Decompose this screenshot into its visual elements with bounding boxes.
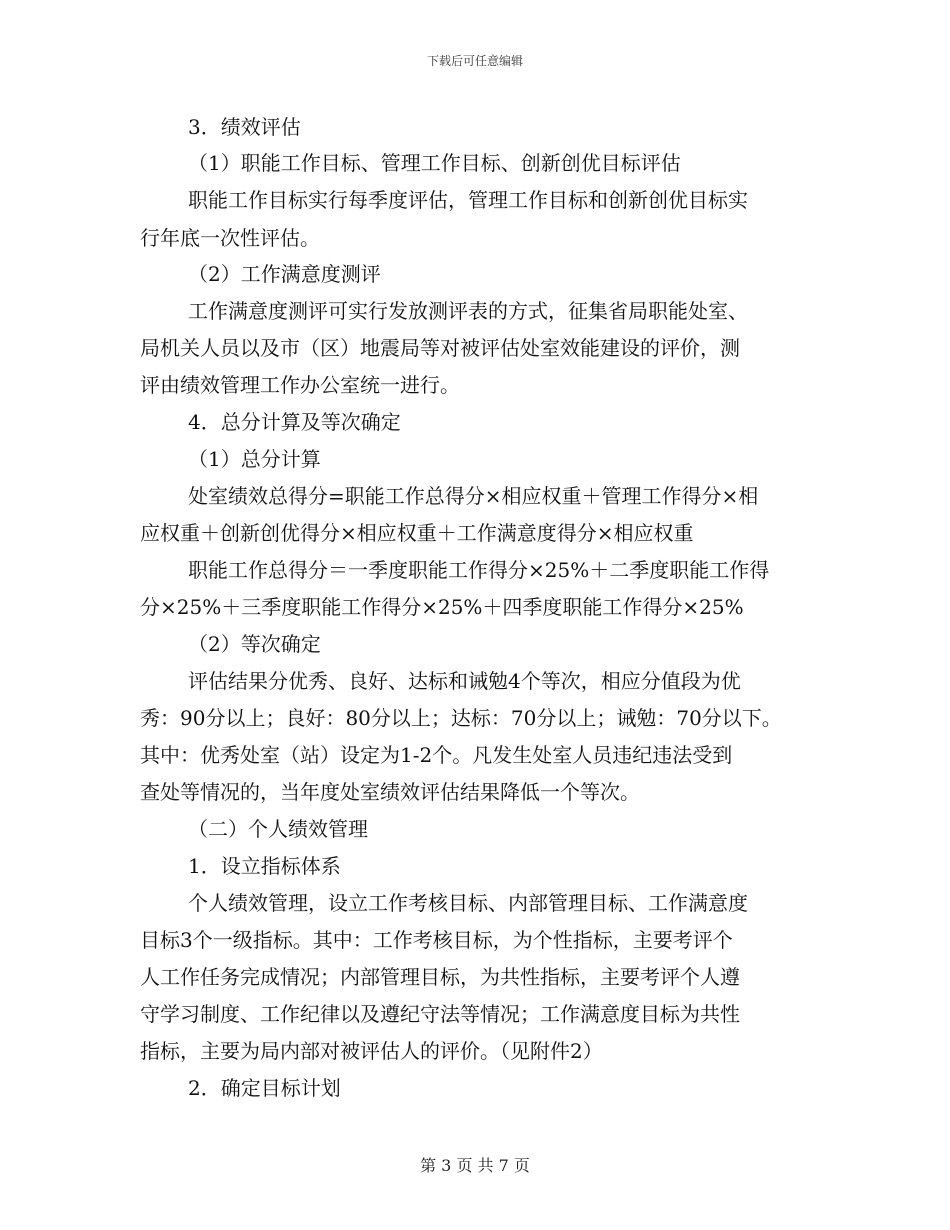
- paragraph-line: 秀：90分以上；良好：80分以上；达标：70分以上；诫勉：70分以下。: [140, 706, 782, 730]
- paragraph-line: 评由绩效管理工作办公室统一进行。: [140, 373, 460, 397]
- heading-total-score: 4．总分计算及等次确定: [188, 410, 401, 434]
- paragraph-line: 工作满意度测评可实行发放测评表的方式，征集省局职能处室、: [188, 299, 748, 323]
- paragraph-line: 其中：优秀处室（站）设定为1-2个。凡发生处室人员违纪违法受到: [140, 743, 733, 767]
- paragraph-line: 评估结果分优秀、良好、达标和诫勉4个等次，相应分值段为优: [188, 669, 741, 693]
- formula-line: 分×25%＋三季度职能工作得分×25%＋四季度职能工作得分×25%: [140, 595, 744, 619]
- subheading-total-calculation: （1）总分计算: [188, 447, 321, 471]
- subheading-grade: （2）等次确定: [188, 632, 321, 656]
- heading-performance-evaluation: 3．绩效评估: [188, 115, 301, 139]
- formula-line: 应权重＋创新创优得分×相应权重＋工作满意度得分×相应权重: [140, 521, 694, 545]
- heading-individual-performance: （二）个人绩效管理: [188, 817, 368, 841]
- heading-goal-plan: 2．确定目标计划: [188, 1076, 341, 1100]
- paragraph-line: 守学习制度、工作纪律以及遵纪守法等情况；工作满意度目标为共性: [140, 1002, 740, 1026]
- paragraph-line: 职能工作目标实行每季度评估，管理工作目标和创新创优目标实: [188, 188, 748, 212]
- paragraph-line: 个人绩效管理，设立工作考核目标、内部管理目标、工作满意度: [188, 891, 748, 915]
- page-footer: 第 3 页 共 7 页: [420, 1156, 530, 1175]
- paragraph-line: 人工作任务完成情况；内部管理目标，为共性指标，主要考评个人遵: [140, 965, 740, 989]
- paragraph-line: 局机关人员以及市（区）地震局等对被评估处室效能建设的评价，测: [140, 336, 740, 360]
- paragraph-line: 查处等情况的，当年度处室绩效评估结果降低一个等次。: [140, 780, 640, 804]
- subheading-goal-evaluation: （1）职能工作目标、管理工作目标、创新创优目标评估: [188, 151, 681, 175]
- paragraph-line: 行年底一次性评估。: [140, 226, 320, 250]
- paragraph-line: 指标，主要为局内部对被评估人的评价。（见附件2）: [140, 1039, 603, 1063]
- page-header: 下载后可任意编辑: [426, 54, 523, 68]
- paragraph-line: 目标3个一级指标。其中：工作考核目标，为个性指标，主要考评个: [140, 928, 733, 952]
- formula-line: 处室绩效总得分=职能工作总得分×相应权重＋管理工作得分×相: [188, 484, 759, 508]
- subheading-satisfaction-survey: （2）工作满意度测评: [188, 262, 381, 286]
- formula-line: 职能工作总得分＝一季度职能工作得分×25%＋二季度职能工作得: [188, 558, 770, 582]
- heading-indicator-system: 1．设立指标体系: [188, 854, 341, 878]
